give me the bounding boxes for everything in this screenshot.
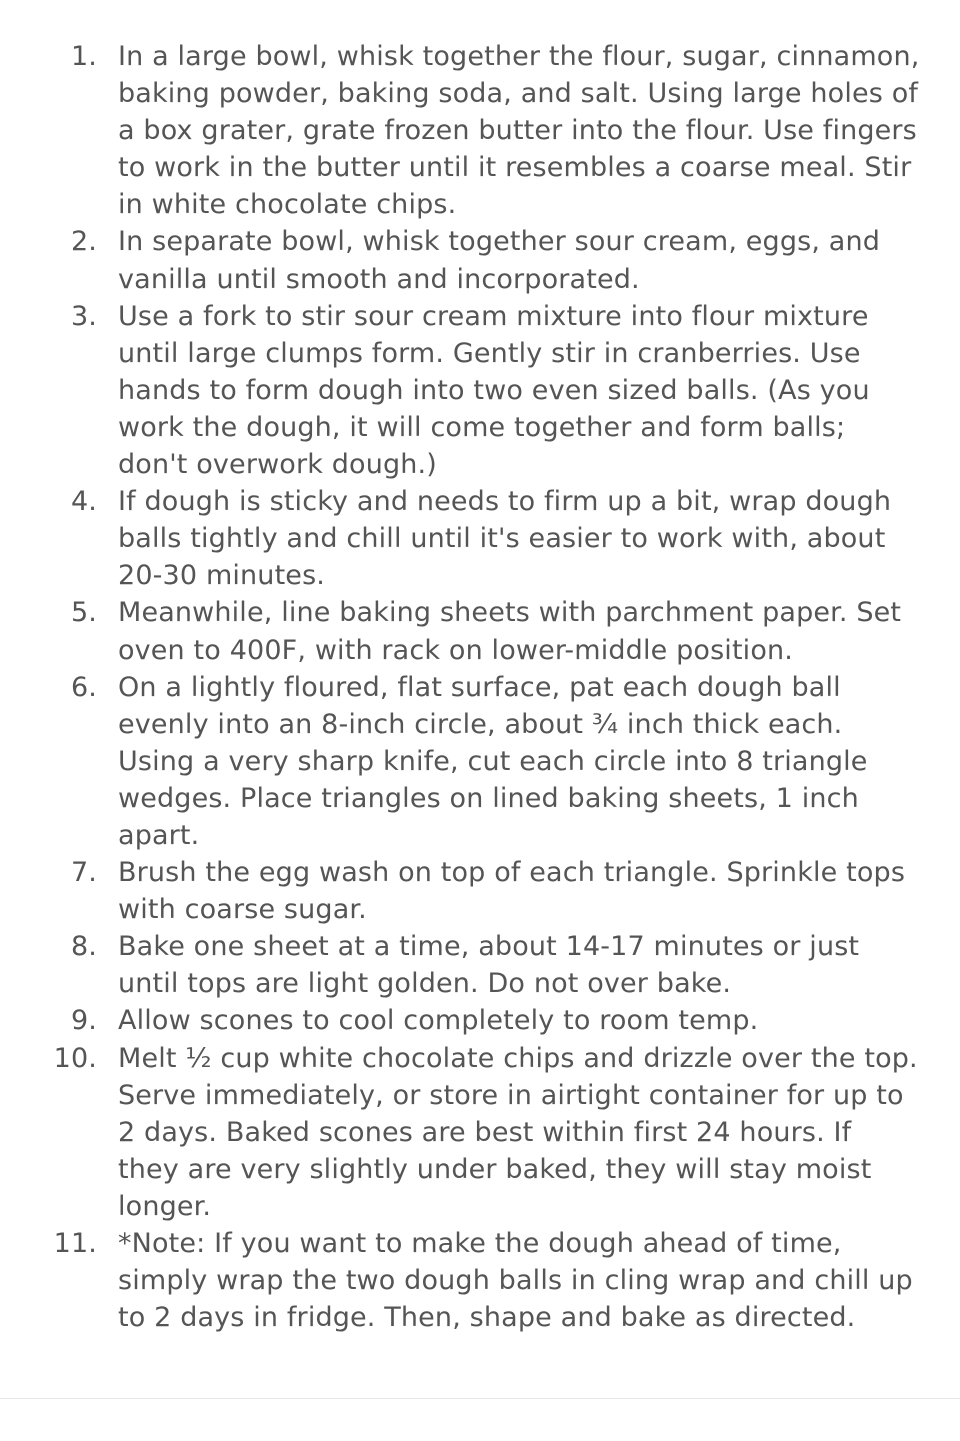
recipe-instructions-list [0,38,960,1336]
step-text: In separate bowl, whisk together sour cream, eggs, and vanilla until smooth and incorporated. [118,226,881,295]
step-number: 3. [70,300,97,332]
step-number: 4. [70,486,97,518]
step-text: *Note: If you want to make the dough ahead of time, simply wrap the two dough balls in cling wrap and chill up to 2 days in fridge. Then, shape and bake as directed. [118,1228,913,1334]
step-number: 5. [70,597,97,629]
step-text: Use a fork to stir sour cream mixture into flour mixture until large clumps form. Gently stir in cranberries. Use hands to form dough into two even sized balls. (As you work the dough, it will come together and form balls; don't overwork dough.) [118,300,870,481]
instruction-step-7 [0,854,960,928]
step-number: 6. [70,671,97,703]
step-text: Allow scones to cool completely to room temp. [118,1005,759,1037]
instruction-step-8 [0,928,960,1002]
step-text: Melt ½ cup white chocolate chips and drizzle over the top. Serve immediately, or store in airtight container for up to 2 days. Baked scones are best within first 24 hours. If they are very slightly under baked, they will stay moist longer. [118,1042,918,1222]
step-text: Brush the egg wash on top of each triangle. Sprinkle tops with coarse sugar. [118,857,906,926]
instruction-step-6 [0,669,960,854]
instruction-step-2 [0,223,960,297]
step-number: 1. [70,41,97,72]
step-text: If dough is sticky and needs to firm up a bit, wrap dough balls tightly and chill until it's easier to work with, about 20-30 minutes. [118,486,892,592]
instruction-step-4 [0,483,960,594]
instruction-step-11 [0,1225,960,1336]
step-text: Bake one sheet at a time, about 14-17 minutes or just until tops are light golden. Do not over bake. [118,931,860,1000]
step-text: Meanwhile, line baking sheets with parchment paper. Set oven to 400F, with rack on lower-middle position. [118,597,902,666]
footer-divider [0,1398,960,1399]
instruction-step-10 [0,1040,960,1225]
instruction-step-5 [0,594,960,668]
step-number: 10. [53,1042,97,1074]
step-number: 7. [70,857,97,889]
instruction-step-1 [0,38,960,223]
instruction-step-3 [0,298,960,483]
step-number: 9. [70,1005,97,1037]
step-number: 11. [53,1228,97,1259]
step-text: On a lightly floured, flat surface, pat each dough ball evenly into an 8-inch circle, about ¾ inch thick each. Using a very sharp knife, cut each circle into 8 triangle wedges. Place triangles on lined baking sheets, 1 inch apart. [118,671,868,851]
step-number: 2. [70,226,97,258]
step-number: 8. [70,931,97,963]
instruction-step-9 [0,1002,960,1039]
step-text: In a large bowl, whisk together the flour, sugar, cinnamon, baking powder, baking soda, and salt. Using large holes of a box grater, grate frozen butter into the flour. Use fingers to work in the butter until it resembles a coarse meal. Stir in white chocolate chips. [118,41,920,221]
